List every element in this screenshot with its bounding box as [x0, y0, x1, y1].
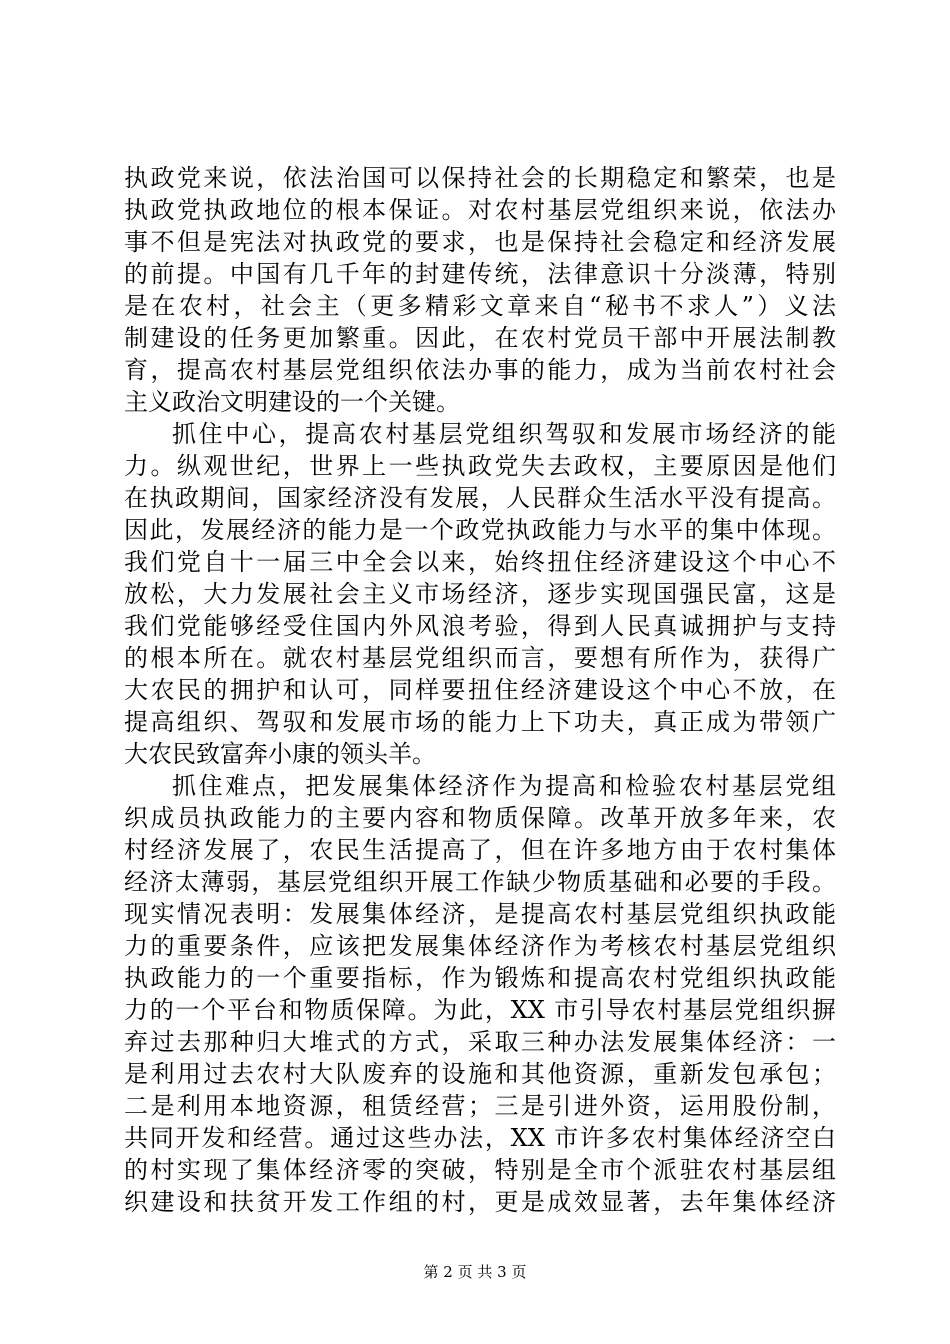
text-line: 织建设和扶贫开发工作组的村，更是成效显著，去年集体经济 — [124, 1188, 836, 1216]
text-line: 村经济发展了，农民生活提高了，但在许多地方由于农村集体 — [124, 836, 836, 864]
text-line: 我们党自十一届三中全会以来，始终扭住经济建设这个中心不 — [124, 548, 836, 576]
text-line: 共同开发和经营。通过这些办法，XX 市许多农村集体经济空白 — [124, 1124, 836, 1152]
text-line: 现实情况表明：发展集体经济，是提高农村基层党组织执政能 — [124, 900, 836, 928]
text-line: 力的重要条件，应该把发展集体经济作为考核农村基层党组织 — [124, 932, 836, 960]
text-line: 弃过去那种归大堆式的方式，采取三种办法发展集体经济：一 — [124, 1028, 836, 1056]
text-line: 力。纵观世纪，世界上一些执政党失去政权，主要原因是他们 — [124, 452, 836, 480]
text-line: 是利用过去农村大队废弃的设施和其他资源，重新发包承包； — [124, 1060, 836, 1088]
text-line: 执政能力的一个重要指标，作为锻炼和提高农村党组织执政能 — [124, 964, 836, 992]
text-line: 的根本所在。就农村基层党组织而言，要想有所作为，获得广 — [124, 644, 836, 672]
text-line: 织成员执政能力的主要内容和物质保障。改革开放多年来，农 — [124, 804, 836, 832]
text-line: 主义政治文明建设的一个关键。 — [124, 388, 460, 416]
text-line: 执政党执政地位的根本保证。对农村基层党组织来说，依法办 — [124, 196, 836, 224]
text-line: 我们党能够经受住国内外风浪考验，得到人民真诚拥护与支持 — [124, 612, 836, 640]
text-line: 经济太薄弱，基层党组织开展工作缺少物质基础和必要的手段。 — [124, 868, 836, 896]
text-line: 制建设的任务更加繁重。因此，在农村党员干部中开展法制教 — [124, 324, 836, 352]
text-line: 因此，发展经济的能力是一个政党执政能力与水平的集中体现。 — [124, 516, 836, 544]
text-line: 大农民致富奔小康的领头羊。 — [124, 740, 436, 768]
text-line: 事不但是宪法对执政党的要求，也是保持社会稳定和经济发展 — [124, 228, 836, 256]
document-body — [124, 162, 836, 1218]
text-line: 二是利用本地资源，租赁经营；三是引进外资，运用股份制， — [124, 1092, 836, 1120]
text-line: 育，提高农村基层党组织依法办事的能力，成为当前农村社会 — [124, 356, 836, 384]
text-line: 力的一个平台和物质保障。为此，XX 市引导农村基层党组织摒 — [124, 996, 836, 1024]
text-line: 抓住难点，把发展集体经济作为提高和检验农村基层党组 — [172, 772, 836, 800]
text-line: 放松，大力发展社会主义市场经济，逐步实现国强民富，这是 — [124, 580, 836, 608]
page-footer: 第 2 页 共 3 页 — [423, 1263, 527, 1281]
text-line: 的前提。中国有几千年的封建传统，法律意识十分淡薄，特别 — [124, 260, 836, 288]
text-line: 提高组织、驾驭和发展市场的能力上下功夫，真正成为带领广 — [124, 708, 836, 736]
text-line: 是在农村，社会主（更多精彩文章来自“秘书不求人”）义法 — [124, 292, 836, 320]
text-line: 的村实现了集体经济零的突破，特别是全市个派驻农村基层组 — [124, 1156, 836, 1184]
text-line: 执政党来说，依法治国可以保持社会的长期稳定和繁荣，也是 — [124, 164, 836, 192]
text-line: 抓住中心，提高农村基层党组织驾驭和发展市场经济的能 — [172, 420, 836, 448]
text-line: 在执政期间，国家经济没有发展，人民群众生活水平没有提高。 — [124, 484, 836, 512]
text-line: 大农民的拥护和认可，同样要扭住经济建设这个中心不放，在 — [124, 676, 836, 704]
